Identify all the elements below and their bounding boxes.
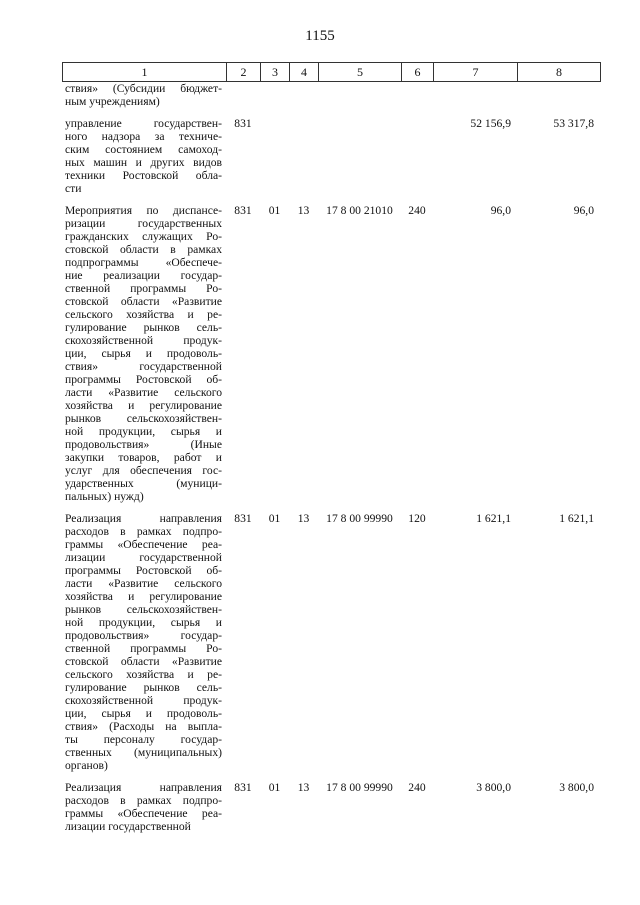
column-header-2: 2 (227, 63, 261, 82)
column-header-4: 4 (290, 63, 319, 82)
row-spacer (62, 772, 600, 781)
description-line: ризации государственных (65, 217, 222, 230)
description-line: продовольствия» (Иные (65, 438, 222, 451)
row-spacer (62, 108, 600, 117)
amount-year-2: 96,0 (573, 204, 594, 217)
amount-year-1: 96,0 (490, 204, 511, 217)
row-spacer-cell (62, 772, 600, 781)
description-line: ласти «Развитие сельского (65, 386, 222, 399)
row-spacer-cell (62, 108, 600, 117)
description-line: ной продукции, сырья и (65, 425, 222, 438)
description-line: расходов в рамках подпро- (65, 525, 222, 538)
row-spacer-cell (62, 195, 600, 204)
description-line: скохозяйственной продук- (65, 334, 222, 347)
description-line: рынков сельскохозяйствен- (65, 412, 222, 425)
column-header-6: 6 (402, 63, 434, 82)
target-article-code (318, 117, 401, 195)
row-spacer (62, 195, 600, 204)
column-header-8: 8 (518, 63, 601, 82)
description-line: лизации государственной (65, 820, 191, 833)
subsection-code (289, 117, 318, 195)
description-line: ным учреждениям) (65, 95, 160, 108)
description-line: ных машин и других видов (65, 156, 222, 169)
description-line: ние реализации государ- (65, 269, 222, 282)
description-line: техники Ростовской обла- (65, 169, 222, 182)
description-line: ским состоянием самоход- (65, 143, 222, 156)
amount-year-2 (517, 82, 600, 108)
row-description (62, 204, 226, 503)
row-description (62, 117, 226, 195)
description-line: рынков сельскохозяйствен- (65, 603, 222, 616)
ministry-code: 831 (234, 512, 252, 525)
description-line: расходов в рамках подпро- (65, 794, 222, 807)
description-line: граммы «Обеспечение реа- (65, 538, 222, 551)
description-line: ции, сырья и продоволь- (65, 347, 222, 360)
section-code: 01 (268, 781, 281, 794)
description-line: продовольствия» государ- (65, 629, 222, 642)
description-line: сельского хозяйства и ре- (65, 308, 222, 321)
subsection-code: 13 (297, 781, 310, 794)
description-line: услуг для обеспечения гос- (65, 464, 222, 477)
column-header-1: 1 (63, 63, 227, 82)
section-code: 01 (268, 204, 281, 217)
section-code (260, 117, 289, 195)
ministry-code: 831 (234, 117, 252, 130)
description-line: граммы «Обеспечение реа- (65, 807, 222, 820)
description-line: гражданских служащих Ро- (65, 230, 222, 243)
description-line: хозяйства и регулирование (65, 590, 222, 603)
description-line: ствия» государственной (65, 360, 222, 373)
budget-table-body (62, 82, 600, 833)
expense-type-code (401, 82, 433, 108)
description-line: сельского хозяйства и ре- (65, 668, 222, 681)
description-line: ствия» (Расходы на выпла- (65, 720, 222, 733)
description-line: ласти «Развитие сельского (65, 577, 222, 590)
description-line: ударственных (муници- (65, 477, 222, 490)
description-line: закупки товаров, работ и (65, 451, 222, 464)
description-line: ты персоналу государ- (65, 733, 222, 746)
description-line: стовской области в рамках (65, 243, 222, 256)
amount-year-2: 3 800,0 (559, 781, 594, 794)
column-header-5: 5 (319, 63, 402, 82)
description-line: лизации государственной (65, 551, 222, 564)
table-row (62, 82, 600, 108)
description-line: управление государствен- (65, 117, 222, 130)
description-line: программы Ростовской об- (65, 373, 222, 386)
amount-year-1: 1 621,1 (476, 512, 511, 525)
table-row (62, 117, 600, 195)
description-line: стовской области «Развитие (65, 655, 222, 668)
subsection-code: 13 (297, 204, 310, 217)
row-spacer-cell (62, 503, 600, 512)
column-header-table (62, 62, 601, 82)
row-spacer (62, 503, 600, 512)
row-description (62, 781, 226, 833)
amount-year-1: 3 800,0 (476, 781, 511, 794)
table-row (62, 204, 600, 503)
amount-year-1: 52 156,9 (470, 117, 511, 130)
ministry-code: 831 (234, 204, 252, 217)
target-article-code: 17 8 00 99990 (326, 781, 393, 794)
description-line: скохозяйственной продук- (65, 694, 222, 707)
amount-year-1 (433, 82, 517, 108)
column-header-7: 7 (434, 63, 518, 82)
amount-year-2: 1 621,1 (559, 512, 594, 525)
expense-type-code: 240 (408, 204, 426, 217)
description-line: хозяйства и регулирование (65, 399, 222, 412)
row-description (62, 512, 226, 772)
section-code (260, 82, 289, 108)
table-row (62, 781, 600, 833)
column-header-3: 3 (261, 63, 290, 82)
description-line: органов) (65, 759, 108, 772)
description-line: пальных) нужд) (65, 490, 144, 503)
description-line: ствия» (Субсидии бюджет- (65, 82, 222, 95)
description-line: программы Ростовской об- (65, 564, 222, 577)
target-article-code: 17 8 00 21010 (326, 204, 393, 217)
column-header-row (63, 63, 601, 82)
target-article-code: 17 8 00 99990 (326, 512, 393, 525)
section-code: 01 (268, 512, 281, 525)
description-line: ственной программы Ро- (65, 282, 222, 295)
description-line: гулирование рынков сель- (65, 321, 222, 334)
page-number: 1155 (305, 28, 335, 44)
expense-type-code (401, 117, 433, 195)
description-line: ного надзора за техниче- (65, 130, 222, 143)
expense-type-code: 120 (408, 512, 426, 525)
amount-year-2: 53 317,8 (553, 117, 594, 130)
target-article-code (318, 82, 401, 108)
description-line: Реализация направления (65, 512, 222, 525)
description-line: подпрограммы «Обеспече- (65, 256, 222, 269)
ministry-code: 831 (234, 781, 252, 794)
description-line: гулирование рынков сель- (65, 681, 222, 694)
description-line: Мероприятия по диспансе- (65, 204, 222, 217)
subsection-code (289, 82, 318, 108)
ministry-code (226, 82, 260, 108)
table-row (62, 512, 600, 772)
description-line: ственных (муниципальных) (65, 746, 222, 759)
description-line: ственной программы Ро- (65, 642, 222, 655)
row-description (62, 82, 226, 108)
subsection-code: 13 (297, 512, 310, 525)
description-line: стовской области «Развитие (65, 295, 222, 308)
description-line: сти (65, 182, 82, 195)
expense-type-code: 240 (408, 781, 426, 794)
description-line: Реализация направления (65, 781, 222, 794)
description-line: ции, сырья и продоволь- (65, 707, 222, 720)
description-line: ной продукции, сырья и (65, 616, 222, 629)
